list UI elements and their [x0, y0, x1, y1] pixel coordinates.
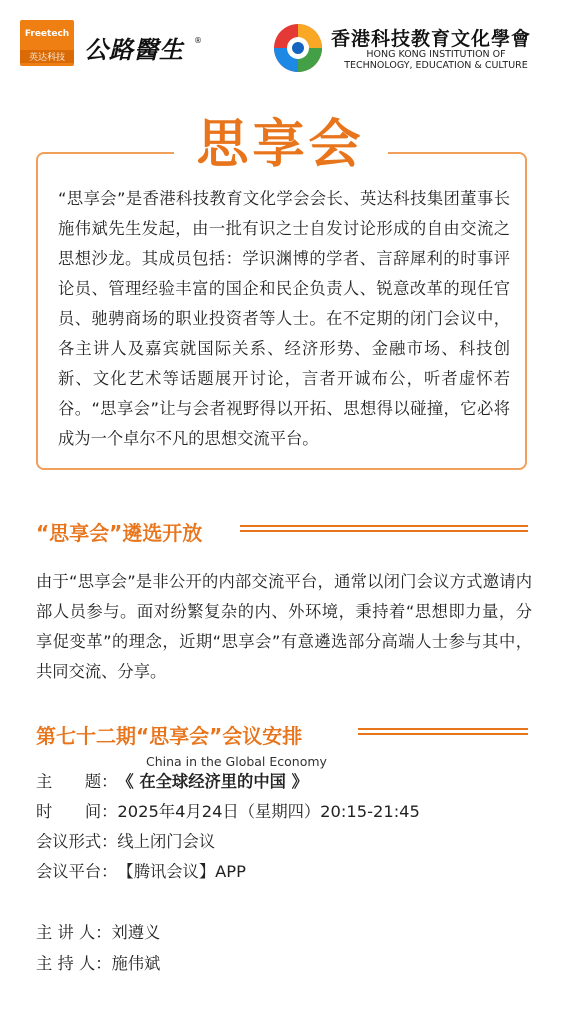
row-label: 主 持 人： [36, 954, 112, 973]
brand-name: 公路醫生 [84, 35, 184, 64]
row-label: 主 讲 人： [36, 923, 112, 942]
row-value: 线上闭门会议 [117, 832, 216, 851]
section1-rule [240, 525, 528, 532]
row-format [36, 830, 215, 854]
main-title: 思享会 [196, 114, 365, 175]
logo-en-text: Freetech [24, 29, 70, 39]
row-topic [36, 770, 308, 794]
registered-mark: ® [194, 36, 202, 45]
logo-cn-text: 英达科技 [20, 50, 74, 63]
section1-title: “思享会”遴选开放 [36, 521, 203, 545]
institute-name-cn: 香港科技教育文化學會 [331, 28, 532, 50]
row-value: 施伟斌 [111, 954, 161, 973]
row-label: 时 间： [36, 802, 118, 821]
row-label: 会议形式： [36, 832, 118, 851]
row-value: 2025年4月24日（星期四）20:15-21:45 [117, 802, 420, 821]
row-value: 刘遵义 [111, 923, 161, 942]
row-label: 主 题： [36, 772, 118, 791]
institute-logo-icon [272, 22, 324, 74]
row-host [36, 952, 160, 976]
row-time [36, 800, 420, 824]
section2-rule [358, 728, 528, 735]
row-speaker [36, 921, 160, 945]
row-platform [36, 860, 246, 884]
row-label: 会议平台： [36, 862, 118, 881]
row-value: 《 在全球经济里的中国 》 [117, 772, 308, 791]
institute-name-en: HONG KONG INSTITUTION OF TECHNOLOGY, EDUCATION & CULTURE [344, 49, 528, 71]
section1-paragraph: 由于“思享会”是非公开的内部交流平台，通常以闭门会议方式邀请内部人员参与。面对纷繁复杂的内、外环境，秉持着“思想即力量，分享促变革”的理念，近期“思享会”有意遴选部分高端人士参与其中，共同交流、分享。 [36, 572, 532, 681]
section2-title: 第七十二期“思享会”会议安排 [36, 724, 303, 748]
intro-paragraph: “思享会”是香港科技教育文化学会会长、英达科技集团董事长施伟斌先生发起，由一批有识之士自发讨论形成的自由交流之思想沙龙。其成员包括：学识渊博的学者、言辞犀利的时事评论员、管理经验丰富的国企和民企负责人、锐意改革的现任官员、驰骋商场的职业投资者等人士。在不定期的闭门会议中，各主讲人及嘉宾就国际关系、经济形势、金融市场、科技创新、文化艺术等话题展开讨论，言者开诚布公，听者虚怀若谷。“思享会”让与会者视野得以开拓、思想得以碰撞，它必将成为一个卓尔不凡的思想交流平台。 [58, 189, 510, 448]
topic-english: China in the Global Economy [146, 754, 327, 769]
freetech-logo [20, 20, 74, 66]
row-value: 【腾讯会议】APP [117, 862, 246, 881]
